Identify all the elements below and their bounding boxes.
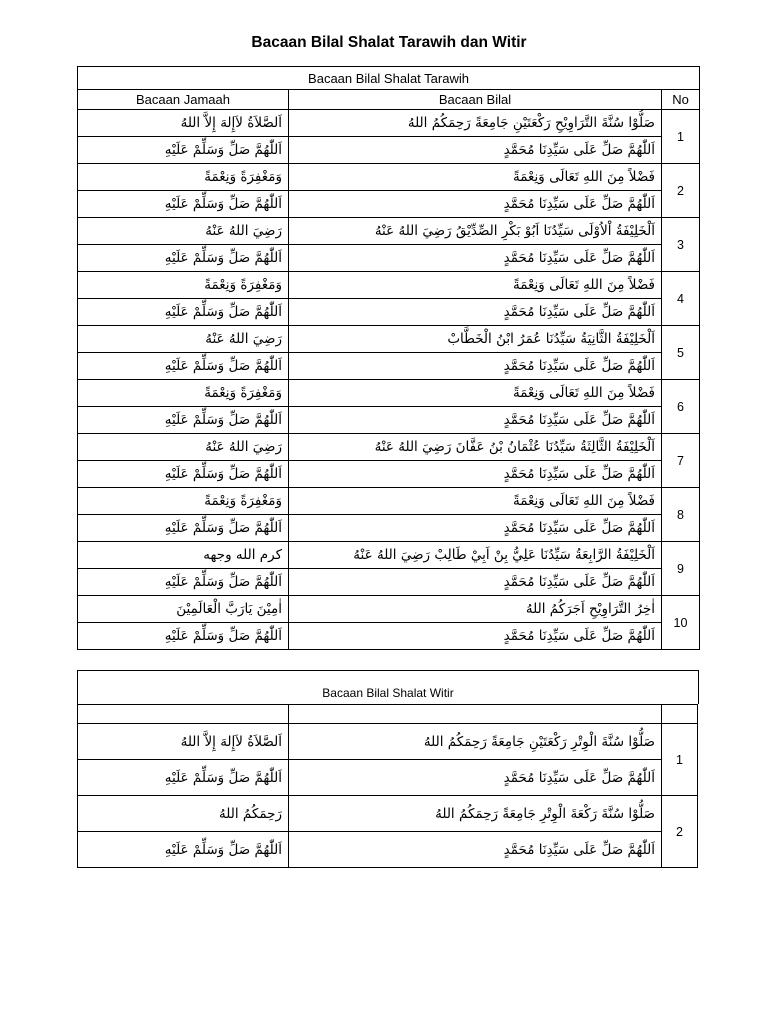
column-header-bilal: Bacaan Bilal bbox=[289, 90, 662, 110]
table-row bbox=[78, 380, 700, 407]
bilal-cell: فَضْلاً مِنَ اللهِ تَعَالَى وَنِعْمَةً bbox=[289, 164, 662, 191]
table-row bbox=[78, 299, 700, 326]
bilal-cell: اَللّٰهُمَّ صَلِّ عَلَى سَيِّدِنَا مُحَمَّدٍ bbox=[289, 191, 662, 218]
witir-heading-box bbox=[77, 670, 699, 704]
blank-cell bbox=[662, 705, 698, 724]
bilal-cell: اَلْخَلِيْفَةُ الثَّانِيَةُ سَيِّدُنَا عُمَرُ ابْنُ الْخَطَّابْ bbox=[289, 326, 662, 353]
jamaah-cell: اَللّٰهُمَّ صَلِّ وَسَلِّمْ عَلَيْهِ bbox=[78, 832, 289, 868]
table-row bbox=[78, 137, 700, 164]
jamaah-cell: اَللّٰهُمَّ صَلِّ وَسَلِّمْ عَلَيْهِ bbox=[78, 137, 289, 164]
bilal-cell: اَللّٰهُمَّ صَلِّ عَلَى سَيِّدِنَا مُحَمَّدٍ bbox=[289, 245, 662, 272]
table-row bbox=[78, 110, 700, 137]
table-row bbox=[78, 596, 700, 623]
jamaah-cell: وَمَغْفِرَةً وَنِعْمَةً bbox=[78, 488, 289, 515]
jamaah-cell: اَلصَّلاَةُ لاَإِلهَ إِلاَّ اللهُ bbox=[78, 110, 289, 137]
jamaah-cell: اَللّٰهُمَّ صَلِّ وَسَلِّمْ عَلَيْهِ bbox=[78, 407, 289, 434]
table-row bbox=[78, 326, 700, 353]
jamaah-cell: رَضِيَ اللهُ عَنْهُ bbox=[78, 434, 289, 461]
jamaah-cell: اٰمِيْنَ يَارَبَّ الْعَالَمِيْنَ bbox=[78, 596, 289, 623]
table-row bbox=[78, 353, 700, 380]
table-row bbox=[78, 461, 700, 488]
tarawih-heading: Bacaan Bilal Shalat Tarawih bbox=[78, 67, 700, 90]
jamaah-cell: اَللّٰهُمَّ صَلِّ وَسَلِّمْ عَلَيْهِ bbox=[78, 515, 289, 542]
jamaah-cell: رَضِيَ اللهُ عَنْهُ bbox=[78, 218, 289, 245]
jamaah-cell: اَللّٰهُمَّ صَلِّ وَسَلِّمْ عَلَيْهِ bbox=[78, 461, 289, 488]
jamaah-cell: رَحِمَكُمُ اللهُ bbox=[78, 796, 289, 832]
bilal-cell: اَللّٰهُمَّ صَلِّ عَلَى سَيِّدِنَا مُحَمَّدٍ bbox=[289, 760, 662, 796]
bilal-cell: اَللّٰهُمَّ صَلِّ عَلَى سَيِّدِنَا مُحَمَّدٍ bbox=[289, 299, 662, 326]
column-header-no: No bbox=[662, 90, 700, 110]
row-number: 1 bbox=[662, 110, 700, 164]
jamaah-cell: اَللّٰهُمَّ صَلِّ وَسَلِّمْ عَلَيْهِ bbox=[78, 353, 289, 380]
row-number: 10 bbox=[662, 596, 700, 650]
table-row bbox=[78, 542, 700, 569]
bilal-cell: صَلُّوْا سُنَّةَ التَّرَاوِيْحِ رَكْعَتَيْنِ جَامِعَةً رَحِمَكُمُ اللهُ bbox=[289, 110, 662, 137]
jamaah-cell: وَمَغْفِرَةً وَنِعْمَةً bbox=[78, 272, 289, 299]
column-header-jamaah: Bacaan Jamaah bbox=[78, 90, 289, 110]
row-number: 2 bbox=[662, 164, 700, 218]
bilal-cell: اٰخِرُ التَّرَاوِيْحِ اَجَرَكُمُ اللهُ bbox=[289, 596, 662, 623]
row-number: 9 bbox=[662, 542, 700, 596]
table-row bbox=[78, 272, 700, 299]
bilal-cell: اَللّٰهُمَّ صَلِّ عَلَى سَيِّدِنَا مُحَمَّدٍ bbox=[289, 137, 662, 164]
jamaah-cell: وَمَغْفِرَةً وَنِعْمَةً bbox=[78, 164, 289, 191]
table-row bbox=[78, 832, 698, 868]
table-row bbox=[78, 796, 698, 832]
table-row bbox=[78, 218, 700, 245]
jamaah-cell: اَللّٰهُمَّ صَلِّ وَسَلِّمْ عَلَيْهِ bbox=[78, 623, 289, 650]
jamaah-cell: وَمَغْفِرَةً وَنِعْمَةً bbox=[78, 380, 289, 407]
bilal-cell: فَضْلاً مِنَ اللهِ تَعَالَى وَنِعْمَةً bbox=[289, 272, 662, 299]
jamaah-cell: كرم الله وجهه bbox=[78, 542, 289, 569]
bilal-cell: صَلُّوْا سُنَّةَ رَكْعَةَ الْوِتْرِ جَامِعَةً رَحِمَكُمُ اللهُ bbox=[289, 796, 662, 832]
jamaah-cell: اَللّٰهُمَّ صَلِّ وَسَلِّمْ عَلَيْهِ bbox=[78, 245, 289, 272]
blank-cell bbox=[78, 705, 289, 724]
bilal-cell: اَللّٰهُمَّ صَلِّ عَلَى سَيِّدِنَا مُحَمَّدٍ bbox=[289, 407, 662, 434]
jamaah-cell: اَلصَّلاَةُ لاَإِلهَ إِلاَّ اللهُ bbox=[78, 724, 289, 760]
bilal-cell: صَلُّوْا سُنَّةَ الْوِتْرِ رَكْعَتَيْنِ جَامِعَةً رَحِمَكُمُ اللهُ bbox=[289, 724, 662, 760]
row-number: 7 bbox=[662, 434, 700, 488]
bilal-cell: اَللّٰهُمَّ صَلِّ عَلَى سَيِّدِنَا مُحَمَّدٍ bbox=[289, 353, 662, 380]
jamaah-cell: رَضِيَ اللهُ عَنْهُ bbox=[78, 326, 289, 353]
row-number: 1 bbox=[662, 724, 698, 796]
bilal-cell: اَلْخَلِيْفَةُ الثَّالِثَةُ سَيِّدُنَا عُثْمَانُ بْنُ عَفَّانَ رَضِيَ اللهُ عَنْهُ bbox=[289, 434, 662, 461]
blank-cell bbox=[289, 705, 662, 724]
table-row bbox=[78, 164, 700, 191]
table-row bbox=[78, 407, 700, 434]
bilal-cell: اَللّٰهُمَّ صَلِّ عَلَى سَيِّدِنَا مُحَمَّدٍ bbox=[289, 832, 662, 868]
table-row bbox=[78, 191, 700, 218]
jamaah-cell: اَللّٰهُمَّ صَلِّ وَسَلِّمْ عَلَيْهِ bbox=[78, 299, 289, 326]
table-row bbox=[78, 623, 700, 650]
table-row bbox=[78, 724, 698, 760]
jamaah-cell: اَللّٰهُمَّ صَلِّ وَسَلِّمْ عَلَيْهِ bbox=[78, 569, 289, 596]
bilal-cell: فَضْلاً مِنَ اللهِ تَعَالَى وَنِعْمَةً bbox=[289, 488, 662, 515]
witir-heading: Bacaan Bilal Shalat Witir bbox=[322, 686, 454, 700]
table-row bbox=[78, 488, 700, 515]
tarawih-table bbox=[77, 66, 700, 650]
table-row bbox=[78, 515, 700, 542]
bilal-cell: اَللّٰهُمَّ صَلِّ عَلَى سَيِّدِنَا مُحَمَّدٍ bbox=[289, 515, 662, 542]
row-number: 5 bbox=[662, 326, 700, 380]
bilal-cell: فَضْلاً مِنَ اللهِ تَعَالَى وَنِعْمَةً bbox=[289, 380, 662, 407]
table-row bbox=[78, 245, 700, 272]
row-number: 4 bbox=[662, 272, 700, 326]
row-number: 3 bbox=[662, 218, 700, 272]
row-number: 8 bbox=[662, 488, 700, 542]
table-row bbox=[78, 705, 698, 724]
bilal-cell: اَلْخَلِيْفَةُ الرَّابِعَةُ سَيِّدُنَا عَلِيُّ بِنْ اَبِيْ طَالِبْ رَضِيَ اللهُ عَنْهُ bbox=[289, 542, 662, 569]
bilal-cell: اَللّٰهُمَّ صَلِّ عَلَى سَيِّدِنَا مُحَمَّدٍ bbox=[289, 623, 662, 650]
bilal-cell: اَللّٰهُمَّ صَلِّ عَلَى سَيِّدِنَا مُحَمَّدٍ bbox=[289, 569, 662, 596]
table-row bbox=[78, 434, 700, 461]
jamaah-cell: اَللّٰهُمَّ صَلِّ وَسَلِّمْ عَلَيْهِ bbox=[78, 760, 289, 796]
table-row bbox=[78, 569, 700, 596]
bilal-cell: اَللّٰهُمَّ صَلِّ عَلَى سَيِّدِنَا مُحَمَّدٍ bbox=[289, 461, 662, 488]
document-title: Bacaan Bilal Shalat Tarawih dan Witir bbox=[251, 34, 527, 51]
witir-table bbox=[77, 704, 698, 868]
row-number: 6 bbox=[662, 380, 700, 434]
bilal-cell: اَلْخَلِيْفَةُ اْلاُوْلَى سَيِّدُنَا اَبُوْ بَكْرِ الصِّدِّيْقُ رَضِيَ اللهُ عَنْهُ bbox=[289, 218, 662, 245]
jamaah-cell: اَللّٰهُمَّ صَلِّ وَسَلِّمْ عَلَيْهِ bbox=[78, 191, 289, 218]
table-row bbox=[78, 760, 698, 796]
row-number: 2 bbox=[662, 796, 698, 868]
